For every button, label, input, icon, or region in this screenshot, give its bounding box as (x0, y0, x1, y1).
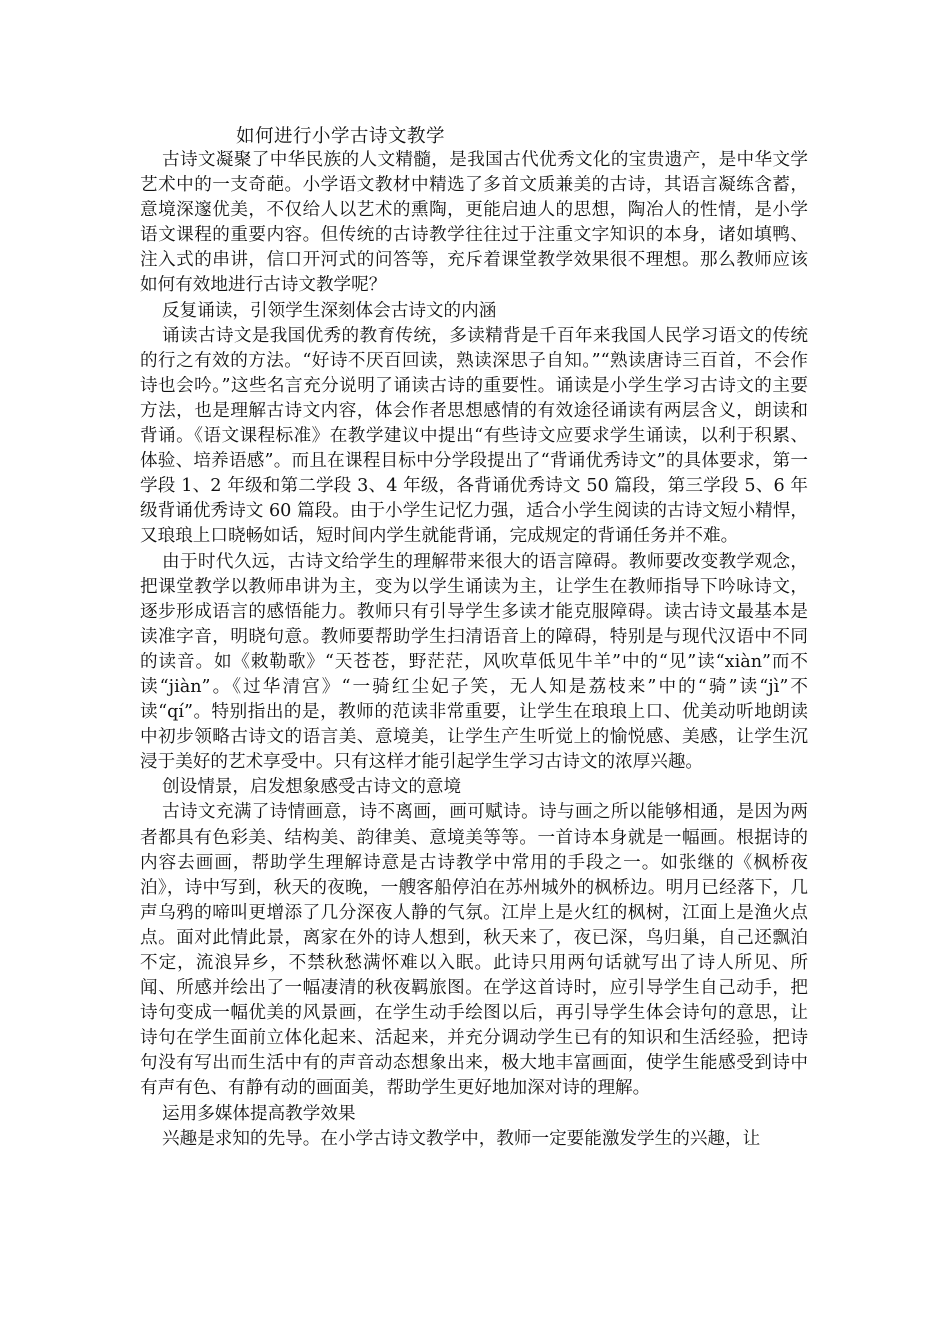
multimedia-paragraph-1: 兴趣是求知的先导。在小学古诗文教学中，教师一定要能激发学生的兴趣，让 (162, 1128, 761, 1149)
section-heading-recitation: 反复诵读，引领学生深刻体会古诗文的内涵 (162, 300, 497, 321)
section-heading-multimedia: 运用多媒体提高教学效果 (162, 1103, 356, 1124)
section-heading-imagination: 创设情景，启发想象感受古诗文的意境 (162, 777, 462, 798)
intro-paragraph: 古诗文凝聚了中华民族的人文精髓，是我国古代优秀文化的宝贵遗产，是中华文学艺术中的一支奇葩。小学语文教材中精选了多首文质兼美的古诗，其语言凝练含蓄，意境深邃优美，不仅给人以艺术的熏陶，更能启迪人的思想，陶冶人的性情，是小学语文课程的重要内容。但传统的古诗教学往往过于注重文字知识的本身，诸如填鸭、注入式的串讲，信口开河式的问答等，充斥着课堂教学效果很不理想。那么教师应该如何有效地进行古诗文教学呢？ (140, 150, 808, 296)
document-body (140, 126, 808, 1152)
imagination-paragraph-1: 古诗文充满了诗情画意，诗不离画，画可赋诗。诗与画之所以能够相通，是因为两者都具有色彩美、结构美、韵律美、意境美等等。一首诗本身就是一幅画。根据诗的内容去画画，帮助学生理解诗意是古诗教学中常用的手段之一。如张继的《枫桥夜泊》，诗中写到，秋天的夜晚，一艘客船停泊在苏州城外的枫桥边。明月已经落下，几声乌鸦的啼叫更增添了几分深夜人静的气氛。江岸上是火红的枫树，江面上是渔火点点。面对此情此景，离家在外的诗人想到，秋天来了，夜已深，鸟归巢，自己还飘泊不定，流浪异乡，不禁秋愁满怀难以入眠。此诗只用两句话就写出了诗人所见、所闻、所感并绘出了一幅凄清的秋夜羁旅图。在学这首诗时，应引导学生自己动手，把诗句变成一幅优美的风景画，在学生动手绘图以后，再引导学生体会诗句的意思，让诗句在学生面前立体化起来、活起来，并充分调动学生已有的知识和生活经验，把诗句没有写出而生活中有的声音动态想象出来，极大地丰富画面，使学生能感受到诗中有声有色、有静有动的画面美，帮助学生更好地加深对诗的理解。 (140, 802, 808, 1099)
recitation-paragraph-1: 诵读古诗文是我国优秀的教育传统，多读精背是千百年来我国人民学习语文的传统的行之有效的方法。“好诗不厌百回读，熟读深思子自知。”“熟读唐诗三百首，不会作诗也会吟。”这些名言充分说明了诵读古诗的重要性。诵读是小学生学习古诗文的主要方法，也是理解古诗文内容，体会作者思想感情的有效途径诵读有两层含义，朗读和背诵。《语文课程标准》在教学建议中提出“有些诗文应要求学生诵读，以利于积累、体验、培养语感”。而且在课程目标中分学段提出了“背诵优秀诗文”的具体要求，第一学段 1、2 年级和第二学段 3、4 年级，各背诵优秀诗文 50 篇段，第三学段 5、6 年级背诵优秀诗文 60 篇段。由于小学生记忆力强，适合小学生阅读的古诗文短小精悍，又琅琅上口晓畅如话，短时间内学生就能背诵，完成规定的背诵任务并不难。 (140, 325, 808, 547)
recitation-paragraph-2: 由于时代久远，古诗文给学生的理解带来很大的语言障碍。教师要改变教学观念，把课堂教学以教师串讲为主，变为以学生诵读为主，让学生在教师指导下吟咏诗文，逐步形成语言的感悟能力。教师只有引导学生多读才能克服障碍。读古诗文最基本是读准字音，明晓句意。教师要帮助学生扫清语音上的障碍，特别是与现代汉语中不同的读音。如《敕勒歌》“天苍苍，野茫茫，风吹草低见牛羊”中的“见”读“xiàn”而不读“jiàn”。《过华清宫》“一骑红尘妃子笑，无人知是荔枝来”中的“骑”读“jì”不读“qí”。特别指出的是，教师的范读非常重要，让学生在琅琅上口、优美动听地朗读中初步领略古诗文的语言美、意境美，让学生产生听觉上的愉悦感、美感，让学生沉浸于美好的艺术享受中。只有这样才能引起学生学习古诗文的浓厚兴趣。 (140, 551, 808, 773)
document-title: 如何进行小学古诗文教学 (236, 126, 446, 147)
